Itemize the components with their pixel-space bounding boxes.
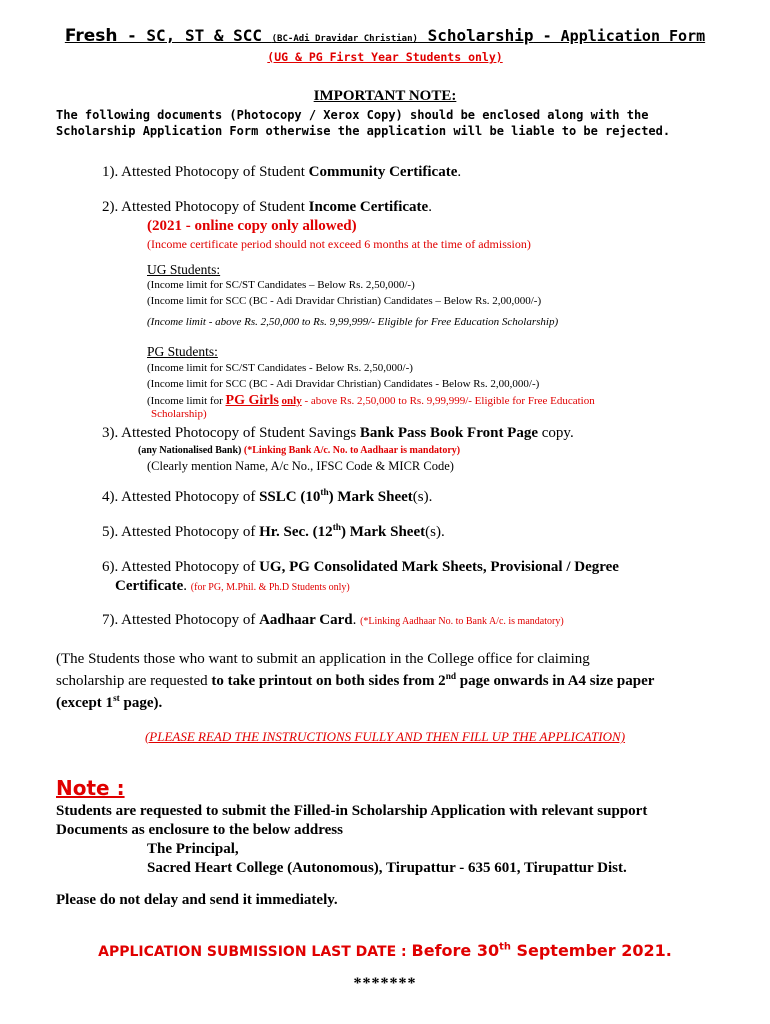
note-line-1: Students are requested to submit the Filled-in Scholarship Application with relevant support xyxy=(56,803,648,819)
please-read-instructions: (PLEASE READ THE INSTRUCTIONS FULLY AND THEN FILL UP THE APPLICATION) xyxy=(144,729,626,744)
item-5-text: 5). Attested Photocopy of xyxy=(102,524,260,540)
title-fresh: Fresh xyxy=(64,26,118,46)
pg-income-line-4: Scholarship) xyxy=(151,408,207,420)
important-note-line-1: The following documents (Photocopy / Xerox Copy) should be enclosed along with the xyxy=(56,108,649,122)
item-5-bold: Hr. Sec. (12 xyxy=(259,524,333,540)
item-5-bold-2: ) Mark Sheet xyxy=(340,524,426,540)
item-sslc-mark-sheet xyxy=(102,489,432,506)
note-heading: Note : xyxy=(56,776,125,800)
item-bank-pass-book xyxy=(102,425,574,442)
title-part2: Scholarship xyxy=(417,26,534,45)
item-2-post: . xyxy=(428,199,432,215)
students-para-line-3 xyxy=(56,695,162,712)
item-4-text: 4). Attested Photocopy of xyxy=(102,489,260,505)
item-5-sup: th xyxy=(332,523,341,533)
pg-students-heading: PG Students: xyxy=(147,344,218,359)
last-date-pre: APPLICATION SUBMISSION LAST DATE : xyxy=(98,944,412,960)
item-4-bold-2: ) Mark Sheet xyxy=(328,489,413,505)
bank-note: (any Nationalised Bank) xyxy=(138,445,244,456)
item-6-bold-line-2: Certificate xyxy=(115,578,184,594)
item-6-note: (for PG, M.Phil. & Ph.D Students only) xyxy=(190,582,350,593)
item-hr-sec-mark-sheet xyxy=(102,524,445,541)
item-7-text: 7). Attested Photocopy of xyxy=(102,612,260,628)
students-para-line-3-bold: (except 1 xyxy=(56,695,114,711)
students-para-line-3-sup: st xyxy=(113,694,120,704)
last-date-sup: th xyxy=(499,941,511,953)
online-copy-note: (2021 - online copy only allowed) xyxy=(147,218,357,234)
item-1-text: 1). Attested Photocopy of Student xyxy=(102,164,309,180)
item-consolidated-line-2 xyxy=(115,578,350,595)
title-small: (BC-Adi Dravidar Christian) xyxy=(271,34,418,44)
students-para-line-3-bold-2: page). xyxy=(119,695,163,711)
item-7-post: . xyxy=(352,612,361,628)
item-6-bold: UG, PG Consolidated Mark Sheets, Provisional / Degree xyxy=(259,559,619,575)
bank-details-note: (Clearly mention Name, A/c No., IFSC Code & MICR Code) xyxy=(147,459,454,473)
important-note-heading: IMPORTANT NOTE: xyxy=(313,88,457,104)
item-community-certificate xyxy=(102,164,461,181)
submission-last-date xyxy=(0,941,770,961)
ug-income-line-1: (Income limit for SC/ST Candidates – Below Rs. 2,50,000/-) xyxy=(147,279,415,291)
bank-linking-note xyxy=(138,445,460,456)
item-income-certificate xyxy=(102,199,432,216)
page-subtitle: (UG & PG First Year Students only) xyxy=(267,50,503,64)
principal-address-line-2: Sacred Heart College (Autonomous), Tirupattur - 635 601, Tirupattur Dist. xyxy=(147,860,627,876)
item-1-post: . xyxy=(457,164,462,180)
students-para-line-2-sup: nd xyxy=(445,672,457,682)
ug-income-line-3-text: (Income limit - above Rs. 2,50,000 to Rs. 9,99,999/- Eligible for Free Education Scholarship) xyxy=(147,316,559,328)
ug-income-line-2: (Income limit for SCC (BC - Adi Dravidar Christian) Candidates – Below Rs. 2,00,000/-) xyxy=(147,295,542,307)
students-para-line-2-bold-2: page onwards in A4 size paper xyxy=(456,673,655,689)
pg-only-emphasis: only xyxy=(281,395,302,407)
page-title xyxy=(0,26,770,46)
item-3-post: copy. xyxy=(538,425,574,441)
do-not-delay-note: Please do not delay and send it immediately. xyxy=(56,892,338,908)
pg-girls-emphasis: PG Girls xyxy=(225,393,279,408)
item-7-note: (*Linking Aadhaar No. to Bank A/c. is mandatory) xyxy=(360,616,564,627)
item-4-bold: SSLC (10 xyxy=(259,489,321,505)
item-7-bold: Aadhaar Card xyxy=(259,612,353,628)
students-para-line-1: (The Students those who want to submit an application in the College office for claiming xyxy=(56,651,590,667)
note-line-2: Documents as enclosure to the below address xyxy=(56,822,343,838)
pg-income-line-1: (Income limit for SC/ST Candidates - Below Rs. 2,50,000/-) xyxy=(147,362,413,374)
income-period-note: (Income certificate period should not exceed 6 months at the time of admission) xyxy=(147,237,531,251)
last-date-post: September 2021. xyxy=(510,941,672,960)
item-1-bold: Community Certificate xyxy=(308,164,458,180)
pg-line-3-post: - above Rs. 2,50,000 to Rs. 9,99,999/- Eligible for Free Education xyxy=(301,395,595,407)
pg-income-line-3 xyxy=(147,393,595,409)
linking-mandatory-note: (*Linking Bank A/c. No. to Aadhaar is mandatory) xyxy=(243,445,461,456)
item-3-bold: Bank Pass Book Front Page xyxy=(359,425,539,441)
students-para-line-2-pre: scholarship are requested xyxy=(56,673,212,689)
pg-income-line-2: (Income limit for SCC (BC - Adi Dravidar Christian) Candidates - Below Rs. 2,00,000/-) xyxy=(147,378,540,390)
item-6-post: . xyxy=(183,578,191,594)
important-note-line-2: Scholarship Application Form otherwise the application will be liable to be rejected. xyxy=(56,124,671,138)
students-para-line-2-bold: to take printout on both sides from 2 xyxy=(211,673,446,689)
title-part1: - SC, ST & SCC xyxy=(117,26,272,45)
students-para-line-2 xyxy=(56,673,654,690)
principal-address-line-1: The Principal, xyxy=(147,841,239,857)
item-2-bold: Income Certificate xyxy=(308,199,429,215)
item-aadhaar-card xyxy=(102,612,564,629)
title-part3: - Application Form xyxy=(533,27,706,45)
item-6-text: 6). Attested Photocopy of xyxy=(102,559,260,575)
item-4-sup: th xyxy=(320,488,329,498)
item-2-text: 2). Attested Photocopy of Student xyxy=(102,199,309,215)
item-5-post: (s). xyxy=(425,524,445,540)
ug-students-heading: UG Students: xyxy=(147,262,221,277)
end-stars: ******* xyxy=(353,975,417,992)
ug-income-line-3 xyxy=(147,316,558,328)
item-4-post: (s). xyxy=(412,489,433,505)
pg-line-3-pre: (Income limit for xyxy=(147,395,226,407)
item-consolidated-mark-sheets xyxy=(102,559,619,576)
last-date-before: Before 30 xyxy=(411,941,500,960)
item-3-text: 3). Attested Photocopy of Student Savings xyxy=(102,425,360,441)
